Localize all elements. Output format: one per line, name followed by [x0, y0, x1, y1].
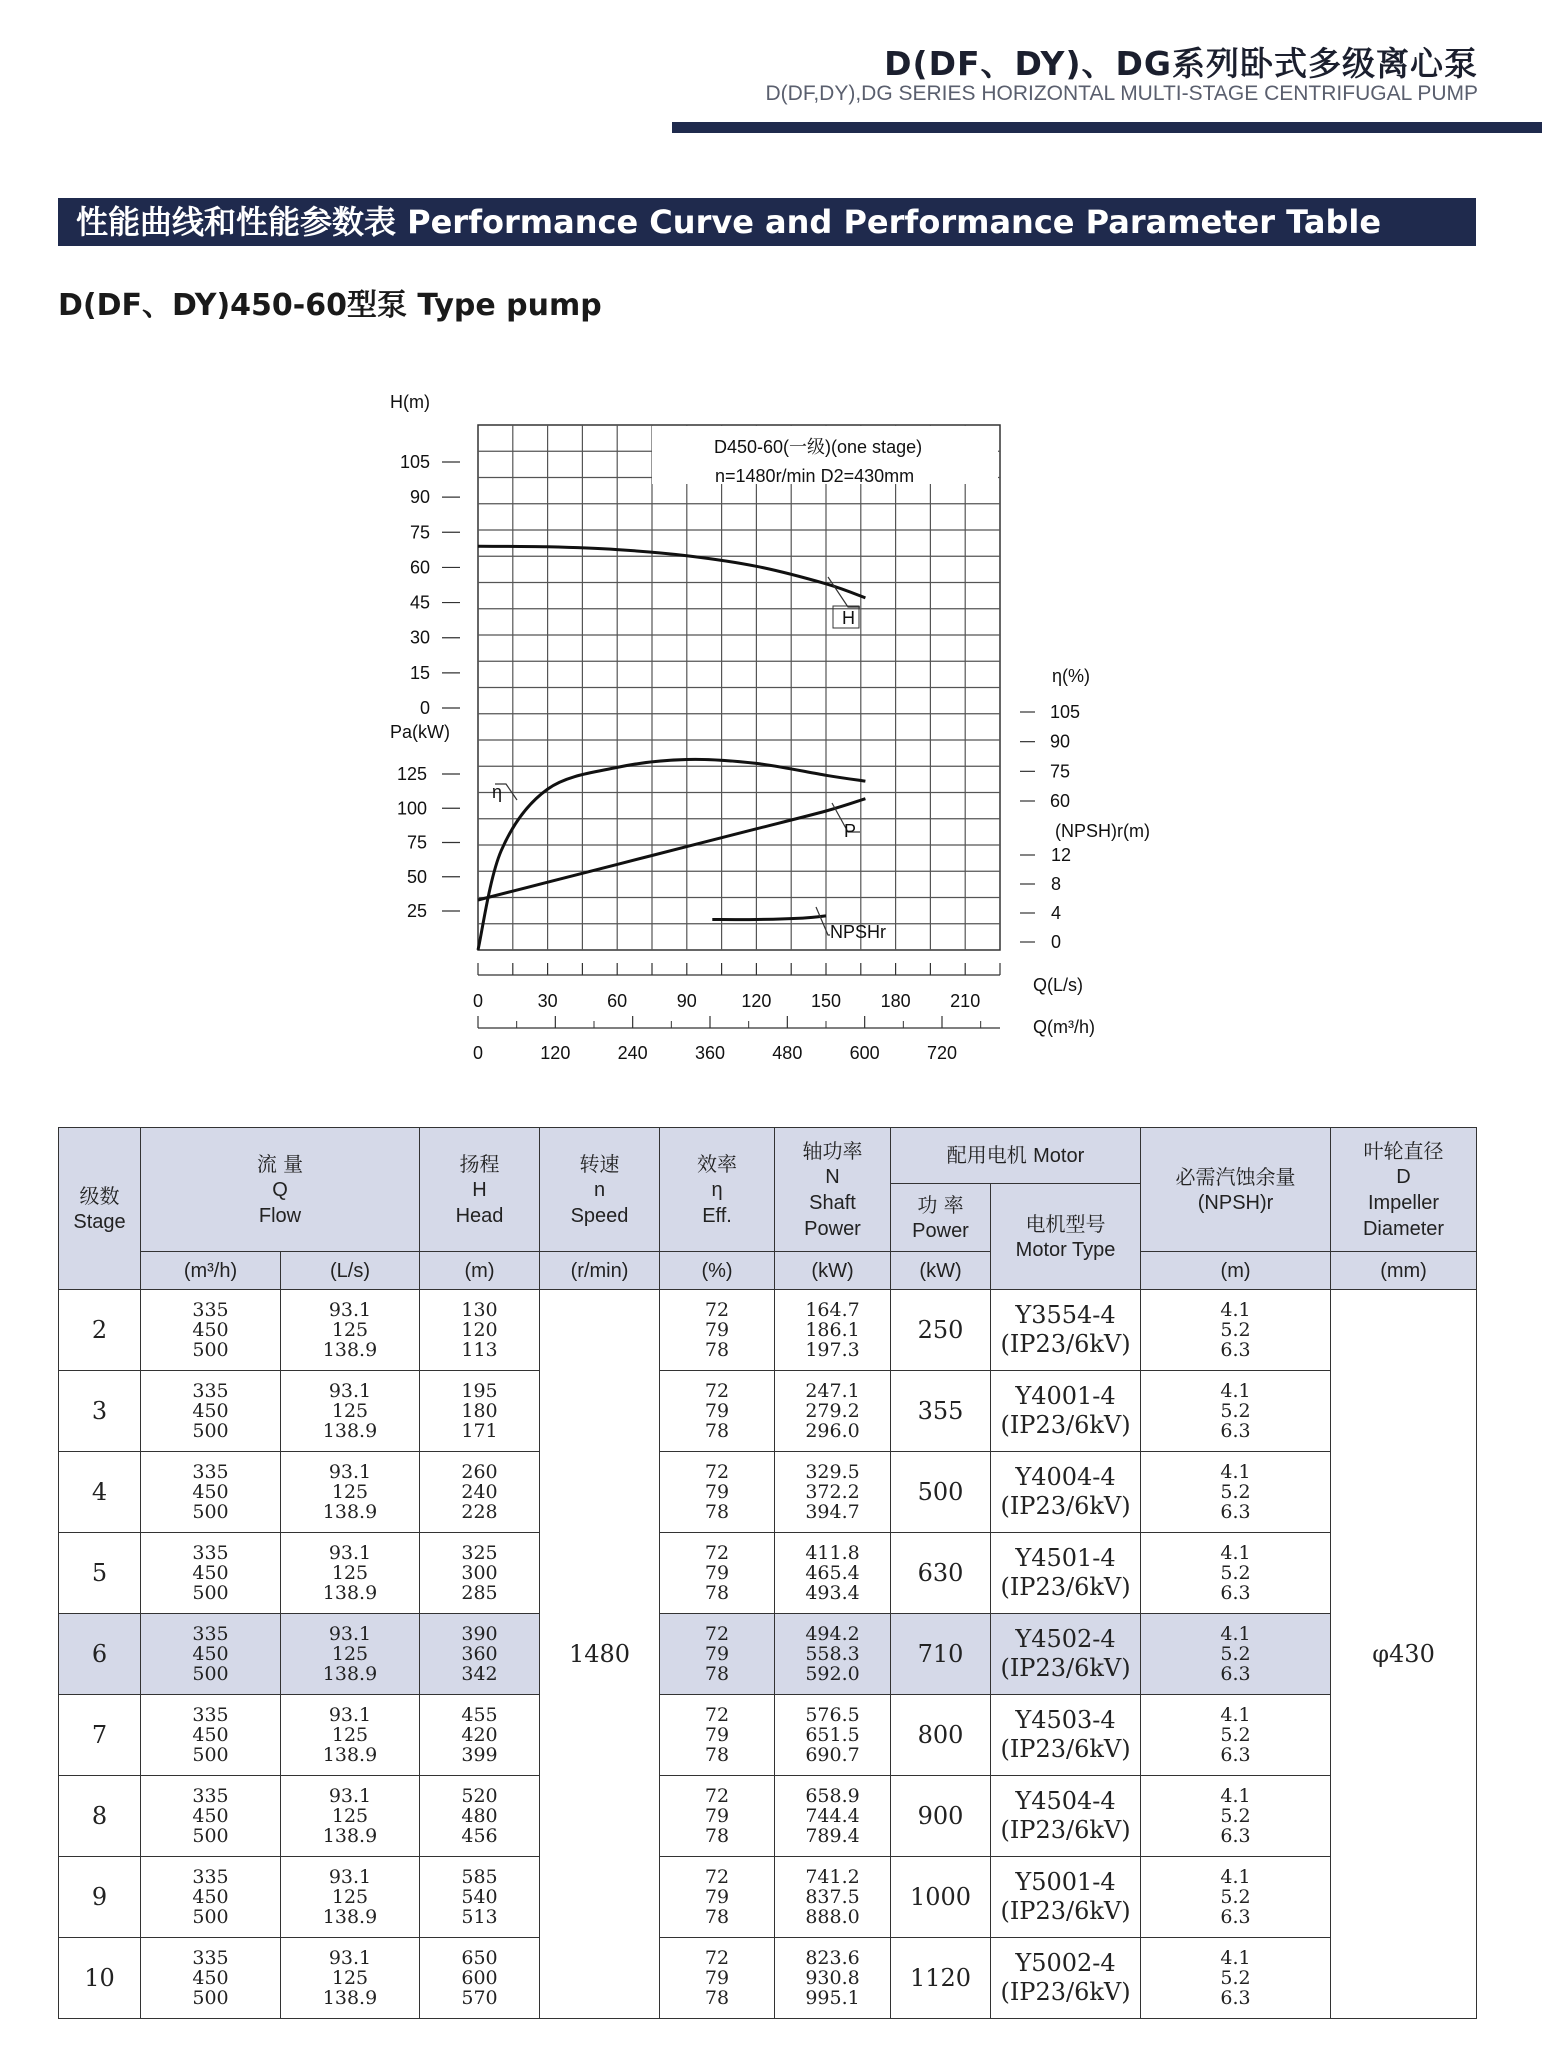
table-row	[59, 1776, 1477, 1857]
unit-npsh: (m)	[1141, 1252, 1331, 1290]
table-row	[59, 1290, 1477, 1371]
cell-motor-power: 630	[891, 1533, 991, 1614]
head-tick-label: 60	[409, 557, 430, 578]
th-head: 扬程 H Head	[420, 1128, 540, 1252]
head-tick-label: 15	[409, 662, 430, 683]
cell-flow-ls: 93.1 125 138.9	[281, 1695, 420, 1776]
npsh-curve-label: NPSHr	[830, 922, 887, 942]
units-row	[59, 1252, 1477, 1290]
cell-shaft: 741.2 837.5 888.0	[775, 1857, 891, 1938]
x-axis-primary-label: Q(L/s)	[1033, 975, 1084, 995]
unit-eff: (%)	[660, 1252, 775, 1290]
cell-head: 650 600 570	[420, 1938, 540, 2019]
cell-eff: 72 79 78	[660, 1695, 775, 1776]
cell-motor-power: 1120	[891, 1938, 991, 2019]
unit-speed: (r/min)	[540, 1252, 660, 1290]
cell-motor-type: Y3554-4 (IP23/6kV)	[991, 1290, 1141, 1371]
x-tick-label: 210	[950, 991, 981, 1011]
cell-shaft: 164.7 186.1 197.3	[775, 1290, 891, 1371]
table-row	[59, 1614, 1477, 1695]
head-curve	[478, 546, 865, 598]
table-row	[59, 1371, 1477, 1452]
cell-flow-ls: 93.1 125 138.9	[281, 1533, 420, 1614]
cell-npsh: 4.1 5.2 6.3	[1141, 1695, 1331, 1776]
table-row	[59, 1533, 1477, 1614]
cell-motor-power: 710	[891, 1614, 991, 1695]
power-tick-label: 50	[406, 866, 427, 887]
cell-head: 455 420 399	[420, 1695, 540, 1776]
chart-grid	[478, 425, 1000, 950]
cell-shaft: 576.5 651.5 690.7	[775, 1695, 891, 1776]
cell-npsh: 4.1 5.2 6.3	[1141, 1371, 1331, 1452]
power-curve-label: P	[844, 821, 857, 841]
cell-head: 260 240 228	[420, 1452, 540, 1533]
x-tick-label: 0	[472, 991, 484, 1011]
cell-stage: 9	[59, 1857, 141, 1938]
cell-motor-power: 250	[891, 1290, 991, 1371]
head-curve-label: H	[842, 608, 855, 628]
cell-flow-m3h: 335 450 500	[141, 1290, 281, 1371]
head-leader	[828, 577, 860, 607]
th-motor: 配用电机 Motor	[891, 1128, 1141, 1184]
head-tick-label: 45	[409, 592, 430, 613]
head-tick-label: 0	[419, 698, 430, 718]
chart-axes	[390, 392, 1150, 1063]
cell-npsh: 4.1 5.2 6.3	[1141, 1452, 1331, 1533]
cell-flow-m3h: 335 450 500	[141, 1452, 281, 1533]
th-stage: 级数 Stage	[59, 1128, 141, 1290]
cell-head: 390 360 342	[420, 1614, 540, 1695]
th-motor-type: 电机型号 Motor Type	[991, 1184, 1141, 1290]
cell-motor-power: 500	[891, 1452, 991, 1533]
cell-speed: 1480	[540, 1290, 660, 2019]
unit-head: (m)	[420, 1252, 540, 1290]
cell-flow-ls: 93.1 125 138.9	[281, 1857, 420, 1938]
cell-eff: 72 79 78	[660, 1614, 775, 1695]
x2-tick-label: 720	[926, 1043, 958, 1063]
head-tick-label: 105	[399, 452, 430, 472]
cell-flow-ls: 93.1 125 138.9	[281, 1776, 420, 1857]
x2-tick-label: 360	[694, 1043, 726, 1063]
cell-motor-type: Y5001-4 (IP23/6kV)	[991, 1857, 1141, 1938]
cell-npsh: 4.1 5.2 6.3	[1141, 1533, 1331, 1614]
cell-shaft: 411.8 465.4 493.4	[775, 1533, 891, 1614]
cell-shaft: 823.6 930.8 995.1	[775, 1938, 891, 2019]
x-tick-label: 60	[607, 991, 628, 1011]
npsh-tick-label: 8	[1051, 874, 1062, 894]
cell-motor-type: Y4501-4 (IP23/6kV)	[991, 1533, 1141, 1614]
cell-flow-m3h: 335 450 500	[141, 1857, 281, 1938]
pump-type-title: D(DF、DY)450-60型泵 Type pump	[58, 288, 602, 323]
cell-eff: 72 79 78	[660, 1533, 775, 1614]
head-tick-label: 30	[409, 627, 430, 648]
cell-eff: 72 79 78	[660, 1371, 775, 1452]
power-tick-label: 100	[396, 798, 427, 819]
power-tick-label: 25	[406, 901, 427, 921]
cell-head: 325 300 285	[420, 1533, 540, 1614]
x-tick-label: 180	[880, 991, 911, 1011]
cell-head: 130 120 113	[420, 1290, 540, 1371]
table-row	[59, 1695, 1477, 1776]
performance-chart	[370, 380, 1190, 1080]
power-tick-label: 125	[396, 764, 427, 784]
eff-tick-label: 105	[1050, 702, 1081, 722]
table-body	[59, 1290, 1477, 2019]
cell-eff: 72 79 78	[660, 1452, 775, 1533]
cell-head: 520 480 456	[420, 1776, 540, 1857]
section-banner: 性能曲线和性能参数表 Performance Curve and Performance Parameter Table	[58, 198, 1476, 246]
npsh-axis-label: (NPSH)r(m)	[1055, 821, 1150, 841]
cell-stage: 7	[59, 1695, 141, 1776]
cell-motor-power: 900	[891, 1776, 991, 1857]
cell-shaft: 247.1 279.2 296.0	[775, 1371, 891, 1452]
cell-npsh: 4.1 5.2 6.3	[1141, 1857, 1331, 1938]
npsh-tick-label: 4	[1051, 903, 1062, 923]
cell-head: 585 540 513	[420, 1857, 540, 1938]
th-impeller: 叶轮直径 D Impeller Diameter	[1331, 1128, 1477, 1252]
eff-curve-label: η	[492, 782, 503, 802]
unit-flow-m3h: (m³/h)	[141, 1252, 281, 1290]
power-tick-label: 75	[406, 832, 427, 853]
cell-stage: 10	[59, 1938, 141, 2019]
cell-flow-m3h: 335 450 500	[141, 1938, 281, 2019]
power-axis-label: Pa(kW)	[390, 722, 450, 742]
cell-shaft: 658.9 744.4 789.4	[775, 1776, 891, 1857]
cell-motor-power: 1000	[891, 1857, 991, 1938]
x2-tick-label: 120	[540, 1043, 571, 1063]
cell-motor-type: Y4503-4 (IP23/6kV)	[991, 1695, 1141, 1776]
cell-motor-type: Y4004-4 (IP23/6kV)	[991, 1452, 1141, 1533]
table-row	[59, 1857, 1477, 1938]
unit-impeller: (mm)	[1331, 1252, 1477, 1290]
chart-curves	[478, 546, 865, 950]
head-axis-label: H(m)	[390, 392, 430, 412]
cell-motor-power: 800	[891, 1695, 991, 1776]
cell-motor-type: Y4504-4 (IP23/6kV)	[991, 1776, 1141, 1857]
performance-table	[58, 1127, 1477, 2019]
cell-stage: 3	[59, 1371, 141, 1452]
eff-axis-label: η(%)	[1052, 666, 1091, 686]
x-tick-label: 30	[537, 991, 558, 1011]
cell-motor-type: Y4502-4 (IP23/6kV)	[991, 1614, 1141, 1695]
cell-npsh: 4.1 5.2 6.3	[1141, 1776, 1331, 1857]
th-npsh: 必需汽蚀余量 (NPSH)r	[1141, 1128, 1331, 1252]
x2-tick-label: 0	[472, 1043, 484, 1063]
efficiency-curve	[478, 759, 865, 950]
cell-stage: 2	[59, 1290, 141, 1371]
cell-flow-ls: 93.1 125 138.9	[281, 1371, 420, 1452]
header-title: D(DF、DY)、DG系列卧式多级离心泵	[884, 44, 1478, 83]
cell-flow-ls: 93.1 125 138.9	[281, 1452, 420, 1533]
npsh-tick-label: 0	[1051, 932, 1062, 952]
cell-head: 195 180 171	[420, 1371, 540, 1452]
cell-npsh: 4.1 5.2 6.3	[1141, 1938, 1331, 2019]
cell-shaft: 494.2 558.3 592.0	[775, 1614, 891, 1695]
cell-impeller: φ430	[1331, 1290, 1477, 2019]
unit-motor-power: (kW)	[891, 1252, 991, 1290]
x-tick-label: 90	[676, 991, 697, 1011]
header-bar	[672, 122, 1542, 133]
cell-flow-ls: 93.1 125 138.9	[281, 1290, 420, 1371]
cell-flow-ls: 93.1 125 138.9	[281, 1614, 420, 1695]
npsh-leader	[816, 907, 830, 935]
table-row	[59, 1938, 1477, 2019]
eff-tick-label: 60	[1050, 791, 1071, 811]
x2-tick-label: 240	[617, 1043, 648, 1063]
cell-stage: 4	[59, 1452, 141, 1533]
cell-motor-type: Y4001-4 (IP23/6kV)	[991, 1371, 1141, 1452]
table-row	[59, 1452, 1477, 1533]
cell-motor-power: 355	[891, 1371, 991, 1452]
cell-eff: 72 79 78	[660, 1938, 775, 2019]
cell-motor-type: Y5002-4 (IP23/6kV)	[991, 1938, 1141, 2019]
x-axis-secondary-label: Q(m³/h)	[1033, 1017, 1095, 1037]
x-tick-label: 120	[741, 991, 772, 1011]
x2-tick-label: 480	[772, 1043, 803, 1063]
head-tick-label: 90	[409, 487, 430, 508]
chart-subtitle: n=1480r/min D2=430mm	[715, 466, 915, 486]
cell-flow-m3h: 335 450 500	[141, 1614, 281, 1695]
th-motor-power: 功 率 Power	[891, 1184, 991, 1252]
cell-flow-ls: 93.1 125 138.9	[281, 1938, 420, 2019]
cell-flow-m3h: 335 450 500	[141, 1776, 281, 1857]
x2-tick-label: 600	[849, 1043, 880, 1063]
eff-tick-label: 75	[1050, 761, 1071, 782]
unit-flow-ls: (L/s)	[281, 1252, 420, 1290]
cell-stage: 8	[59, 1776, 141, 1857]
chart-title: D450-60(一级)(one stage)	[714, 437, 923, 457]
npsh-curve	[712, 916, 826, 920]
cell-eff: 72 79 78	[660, 1776, 775, 1857]
th-flow: 流 量 Q Flow	[141, 1128, 420, 1252]
th-speed: 转速 n Speed	[540, 1128, 660, 1252]
cell-flow-m3h: 335 450 500	[141, 1695, 281, 1776]
chart-labels	[492, 437, 922, 942]
head-tick-label: 75	[409, 522, 430, 543]
x-tick-label: 150	[810, 991, 842, 1011]
cell-npsh: 4.1 5.2 6.3	[1141, 1614, 1331, 1695]
cell-eff: 72 79 78	[660, 1857, 775, 1938]
cell-stage: 6	[59, 1614, 141, 1695]
th-shaft: 轴功率 N Shaft Power	[775, 1128, 891, 1252]
cell-eff: 72 79 78	[660, 1290, 775, 1371]
cell-shaft: 329.5 372.2 394.7	[775, 1452, 891, 1533]
cell-npsh: 4.1 5.2 6.3	[1141, 1290, 1331, 1371]
unit-shaft: (kW)	[775, 1252, 891, 1290]
cell-stage: 5	[59, 1533, 141, 1614]
eff-tick-label: 90	[1050, 731, 1071, 752]
header-subtitle: D(DF,DY),DG SERIES HORIZONTAL MULTI-STAGE CENTRIFUGAL PUMP	[765, 82, 1478, 105]
cell-flow-m3h: 335 450 500	[141, 1533, 281, 1614]
cell-flow-m3h: 335 450 500	[141, 1371, 281, 1452]
power-curve	[478, 799, 865, 900]
th-eff: 效率 η Eff.	[660, 1128, 775, 1252]
npsh-tick-label: 12	[1051, 845, 1072, 865]
